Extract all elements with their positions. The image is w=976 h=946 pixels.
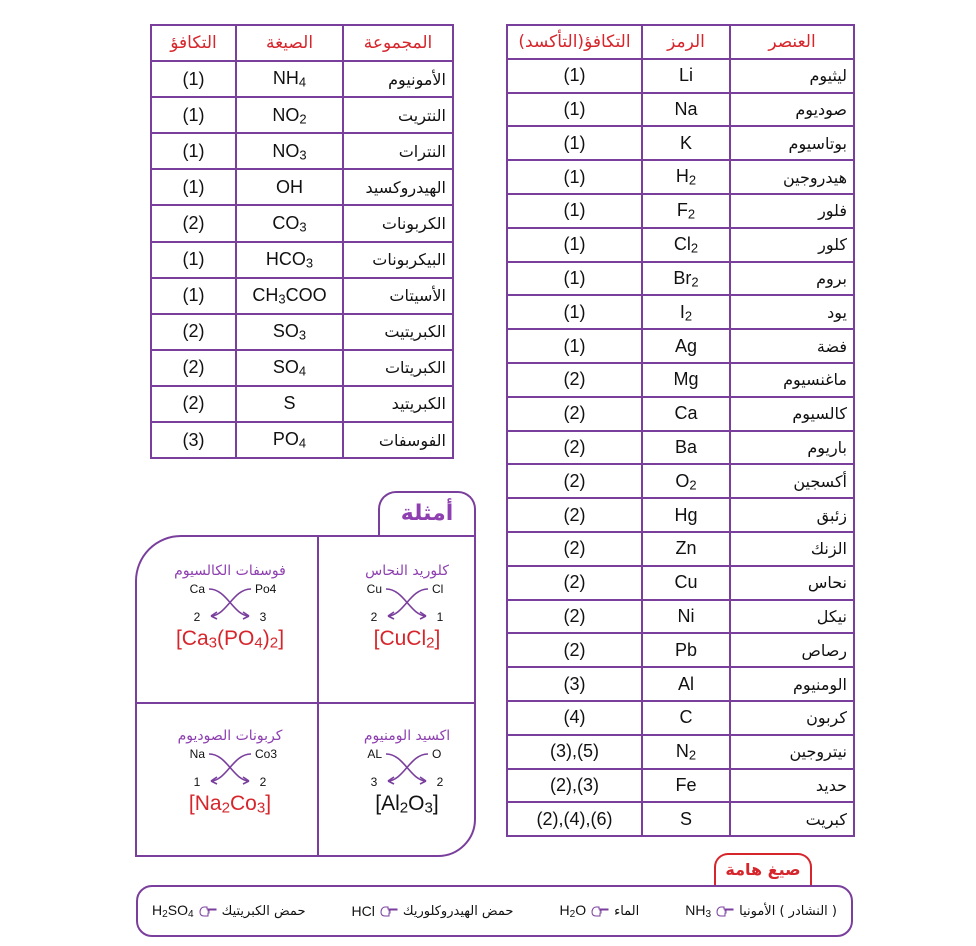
important-formula-item bbox=[559, 902, 639, 920]
pointing-hand-icon bbox=[591, 905, 609, 917]
element-valence: (1) bbox=[507, 194, 642, 228]
group-name: البيكربونات bbox=[343, 242, 453, 278]
group-valence: (2) bbox=[151, 386, 236, 422]
element-symbol: Zn bbox=[642, 532, 730, 566]
formula-value: HCl bbox=[351, 903, 375, 919]
table-row bbox=[151, 386, 453, 422]
table-row bbox=[507, 498, 854, 532]
important-formula-item bbox=[152, 902, 305, 920]
element-symbol: Ba bbox=[642, 431, 730, 465]
element-symbol: $Br_2$ bbox=[642, 262, 730, 296]
group-valence: (2) bbox=[151, 314, 236, 350]
header-symbol: الرمز bbox=[642, 25, 730, 59]
table-row bbox=[151, 61, 453, 97]
element-valence: (1) bbox=[507, 160, 642, 194]
element-symbol: Al bbox=[642, 667, 730, 701]
element-name: زئبق bbox=[730, 498, 854, 532]
groups-valence-table bbox=[150, 24, 454, 459]
group-formula: $CH_3COO$ bbox=[236, 278, 343, 314]
table-row bbox=[507, 431, 854, 465]
formula-name: حمض الهيدروكلوريك bbox=[402, 903, 514, 919]
element-valence: (2) bbox=[507, 600, 642, 634]
group-name: الكبريتات bbox=[343, 350, 453, 386]
element-symbol: S bbox=[642, 802, 730, 836]
element-symbol: Ni bbox=[642, 600, 730, 634]
table-row bbox=[507, 363, 854, 397]
element-name: الومنيوم bbox=[730, 667, 854, 701]
element-name: أكسجين bbox=[730, 464, 854, 498]
group-name: النتريت bbox=[343, 97, 453, 133]
element-valence: (2) bbox=[507, 431, 642, 465]
example-right-symbol: Cl bbox=[432, 582, 444, 596]
pointing-hand-icon bbox=[380, 905, 398, 917]
example-item bbox=[322, 702, 492, 852]
example-title: اكسيد الومنيوم bbox=[363, 728, 451, 744]
table-row bbox=[151, 242, 453, 278]
table-row bbox=[507, 600, 854, 634]
table-row bbox=[151, 205, 453, 241]
table-row bbox=[507, 667, 854, 701]
element-name: كربون bbox=[730, 701, 854, 735]
element-name: كالسيوم bbox=[730, 397, 854, 431]
group-formula: S bbox=[236, 386, 343, 422]
formula-name: حمض الكبريتيك bbox=[221, 903, 306, 919]
group-formula: OH bbox=[236, 169, 343, 205]
table-row bbox=[151, 350, 453, 386]
table-row bbox=[507, 93, 854, 127]
table-row bbox=[151, 97, 453, 133]
element-name: فضة bbox=[730, 329, 854, 363]
element-name: باريوم bbox=[730, 431, 854, 465]
group-valence: (3) bbox=[151, 422, 236, 458]
pointing-hand-icon bbox=[716, 905, 734, 917]
table-row bbox=[507, 126, 854, 160]
table-row bbox=[507, 397, 854, 431]
group-formula: $CO_3$ bbox=[236, 205, 343, 241]
group-formula: $NO_3$ bbox=[236, 133, 343, 169]
group-name: النترات bbox=[343, 133, 453, 169]
element-symbol: $H_2$ bbox=[642, 160, 730, 194]
table-row bbox=[151, 169, 453, 205]
element-valence: (2) bbox=[507, 633, 642, 667]
element-valence: (1) bbox=[507, 59, 642, 93]
element-symbol: Na bbox=[642, 93, 730, 127]
example-formula: $[Na_2Co_3]$ bbox=[188, 792, 272, 817]
example-item bbox=[322, 537, 492, 687]
element-valence: (2) bbox=[507, 363, 642, 397]
element-valence: (1) bbox=[507, 262, 642, 296]
table-row bbox=[507, 532, 854, 566]
table-row bbox=[507, 769, 854, 803]
example-formula: [CuCl$_2$] bbox=[373, 627, 441, 652]
group-name: الفوسفات bbox=[343, 422, 453, 458]
example-right-symbol: Co3 bbox=[255, 747, 278, 761]
important-formula-item bbox=[685, 902, 837, 920]
group-name: الهيدروكسيد bbox=[343, 169, 453, 205]
element-symbol: C bbox=[642, 701, 730, 735]
group-name: الكربونات bbox=[343, 205, 453, 241]
group-name: الكبريتيد bbox=[343, 386, 453, 422]
elements-valence-table bbox=[506, 24, 855, 837]
pointing-hand-icon bbox=[199, 905, 217, 917]
element-name: كبريت bbox=[730, 802, 854, 836]
important-formulas-tab bbox=[714, 853, 812, 887]
element-name: نيكل bbox=[730, 600, 854, 634]
group-valence: (1) bbox=[151, 61, 236, 97]
table-row bbox=[151, 278, 453, 314]
group-formula: $SO_4$ bbox=[236, 350, 343, 386]
cross-valence-diagram bbox=[175, 746, 285, 790]
element-name: بروم bbox=[730, 262, 854, 296]
header-valence: التكافؤ bbox=[151, 25, 236, 61]
table-row bbox=[507, 228, 854, 262]
group-valence: (2) bbox=[151, 350, 236, 386]
group-valence: (1) bbox=[151, 169, 236, 205]
example-right-number: 2 bbox=[436, 775, 444, 789]
element-symbol: Ag bbox=[642, 329, 730, 363]
element-symbol: K bbox=[642, 126, 730, 160]
element-symbol: Ca bbox=[642, 397, 730, 431]
element-valence: (1) bbox=[507, 126, 642, 160]
cross-valence-diagram bbox=[352, 746, 462, 790]
element-valence: (1) bbox=[507, 329, 642, 363]
group-formula: $NO_2$ bbox=[236, 97, 343, 133]
element-valence: (2) bbox=[507, 532, 642, 566]
example-right-number: 1 bbox=[436, 610, 444, 624]
example-right-number: 2 bbox=[259, 775, 267, 789]
element-symbol: Li bbox=[642, 59, 730, 93]
header-valence: التكافؤ(التأكسد) bbox=[507, 25, 642, 59]
element-symbol: Fe bbox=[642, 769, 730, 803]
example-title: كلوريد النحاس bbox=[365, 563, 449, 579]
group-valence: (1) bbox=[151, 242, 236, 278]
element-name: ليثيوم bbox=[730, 59, 854, 93]
formula-name: الماء bbox=[614, 903, 640, 919]
formula-name: ( النشادر ) الأمونيا bbox=[739, 903, 837, 919]
important-formulas-bar bbox=[136, 885, 853, 937]
element-symbol: $I_2$ bbox=[642, 295, 730, 329]
examples-header-tab bbox=[378, 491, 476, 537]
group-name: الكبريتيت bbox=[343, 314, 453, 350]
example-left-symbol: Ca bbox=[189, 582, 205, 596]
element-name: الزنك bbox=[730, 532, 854, 566]
table-row bbox=[507, 329, 854, 363]
element-name: نحاس bbox=[730, 566, 854, 600]
example-right-number: 3 bbox=[259, 610, 267, 624]
groups-header-row bbox=[151, 25, 453, 61]
header-group: المجموعة bbox=[343, 25, 453, 61]
cross-valence-diagram bbox=[175, 581, 285, 625]
element-name: ماغنسيوم bbox=[730, 363, 854, 397]
element-valence: (2) bbox=[507, 397, 642, 431]
element-symbol: Hg bbox=[642, 498, 730, 532]
group-formula: $SO_3$ bbox=[236, 314, 343, 350]
group-formula: $NH_4$ bbox=[236, 61, 343, 97]
element-name: هيدروجين bbox=[730, 160, 854, 194]
table-row bbox=[507, 566, 854, 600]
group-name: الأمونيوم bbox=[343, 61, 453, 97]
cross-valence-diagram bbox=[352, 581, 462, 625]
example-right-symbol: O bbox=[432, 747, 442, 761]
element-valence: (2) bbox=[507, 498, 642, 532]
important-formulas-title: صيغ هامة bbox=[725, 860, 801, 879]
table-row bbox=[507, 295, 854, 329]
group-valence: (1) bbox=[151, 133, 236, 169]
element-valence: (2),(4),(6) bbox=[507, 802, 642, 836]
element-valence: (3) bbox=[507, 667, 642, 701]
element-name: كلور bbox=[730, 228, 854, 262]
table-row bbox=[151, 314, 453, 350]
element-name: صوديوم bbox=[730, 93, 854, 127]
element-symbol: Cu bbox=[642, 566, 730, 600]
header-formula: الصيغة bbox=[236, 25, 343, 61]
table-row bbox=[507, 59, 854, 93]
table-row bbox=[507, 701, 854, 735]
element-symbol: $Cl_2$ bbox=[642, 228, 730, 262]
example-left-symbol: Cu bbox=[366, 582, 382, 596]
example-left-symbol: AL bbox=[367, 747, 382, 761]
element-valence: (2) bbox=[507, 464, 642, 498]
table-row bbox=[151, 422, 453, 458]
table-row bbox=[507, 160, 854, 194]
element-name: فلور bbox=[730, 194, 854, 228]
group-name: الأسيتات bbox=[343, 278, 453, 314]
element-name: حديد bbox=[730, 769, 854, 803]
example-left-number: 2 bbox=[193, 610, 201, 624]
element-valence: (4) bbox=[507, 701, 642, 735]
example-formula: $[Al_2O_3]$ bbox=[375, 792, 439, 817]
table-row bbox=[507, 802, 854, 836]
element-name: بوتاسيوم bbox=[730, 126, 854, 160]
formula-value: $H_2O$ bbox=[559, 902, 587, 920]
example-left-symbol: Na bbox=[189, 747, 205, 761]
example-left-number: 3 bbox=[370, 775, 378, 789]
element-valence: (1) bbox=[507, 93, 642, 127]
table-row bbox=[507, 464, 854, 498]
formula-value: $NH_3$ bbox=[685, 902, 712, 920]
element-symbol: $O_2$ bbox=[642, 464, 730, 498]
element-valence: (3),(5) bbox=[507, 735, 642, 769]
element-valence: (1) bbox=[507, 295, 642, 329]
element-symbol: Pb bbox=[642, 633, 730, 667]
element-valence: (1) bbox=[507, 228, 642, 262]
table-row bbox=[507, 633, 854, 667]
element-name: يود bbox=[730, 295, 854, 329]
group-formula: $HCO_3$ bbox=[236, 242, 343, 278]
formula-value: $H_2SO_4$ bbox=[152, 902, 194, 920]
group-valence: (1) bbox=[151, 97, 236, 133]
example-left-number: 2 bbox=[370, 610, 378, 624]
element-symbol: Mg bbox=[642, 363, 730, 397]
element-symbol: $F_2$ bbox=[642, 194, 730, 228]
important-formula-item bbox=[352, 903, 514, 919]
element-valence: (2),(3) bbox=[507, 769, 642, 803]
group-valence: (2) bbox=[151, 205, 236, 241]
group-valence: (1) bbox=[151, 278, 236, 314]
table-row bbox=[507, 194, 854, 228]
example-title: كربونات الصوديوم bbox=[177, 728, 283, 744]
elements-header-row bbox=[507, 25, 854, 59]
element-name: نيتروجين bbox=[730, 735, 854, 769]
example-title: فوسفات الكالسيوم bbox=[174, 563, 286, 579]
example-item bbox=[145, 702, 315, 852]
example-left-number: 1 bbox=[193, 775, 201, 789]
table-row bbox=[151, 133, 453, 169]
example-formula: $[Ca_3(PO_4)_2]$ bbox=[175, 627, 285, 652]
element-valence: (2) bbox=[507, 566, 642, 600]
table-row bbox=[507, 262, 854, 296]
example-item bbox=[145, 537, 315, 687]
examples-vertical-divider bbox=[317, 537, 319, 855]
group-formula: $PO_4$ bbox=[236, 422, 343, 458]
example-right-symbol: Po4 bbox=[255, 582, 277, 596]
header-element: العنصر bbox=[730, 25, 854, 59]
table-row bbox=[507, 735, 854, 769]
examples-title: أمثلة bbox=[400, 501, 454, 526]
element-name: رصاص bbox=[730, 633, 854, 667]
element-symbol: $N_2$ bbox=[642, 735, 730, 769]
